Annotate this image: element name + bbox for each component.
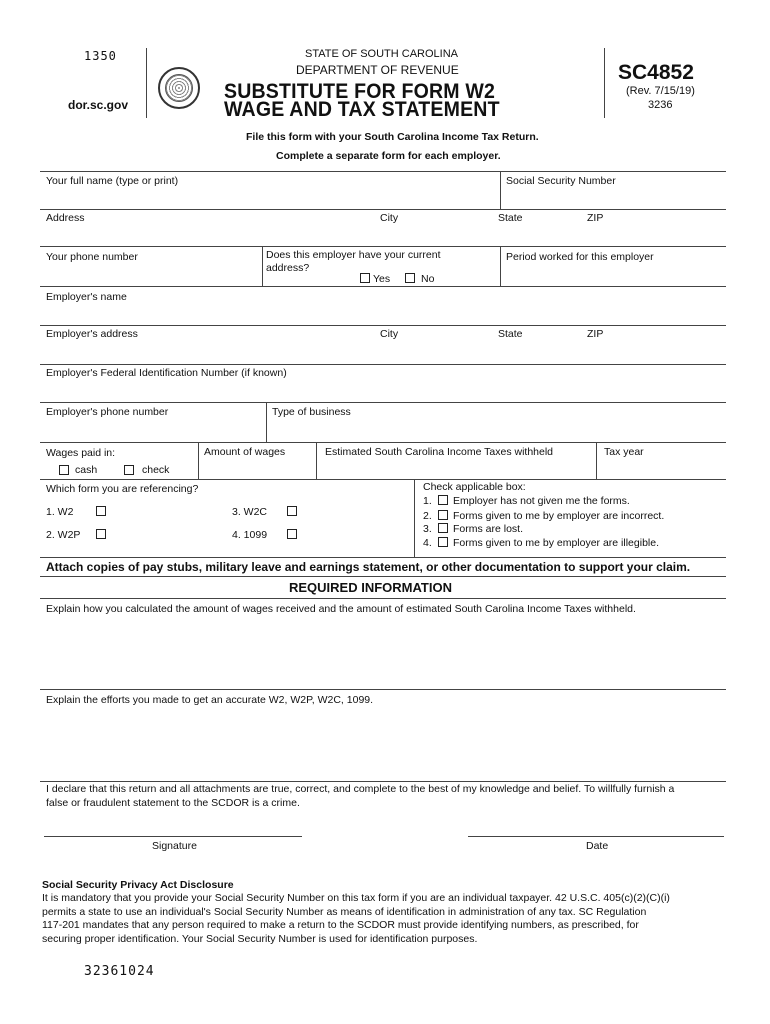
applicable-checkbox-4[interactable] [438, 537, 448, 547]
website-link[interactable]: dor.sc.gov [68, 98, 129, 112]
1099-checkbox[interactable] [287, 529, 297, 539]
check-applicable-label: Check applicable box: [423, 481, 526, 493]
which-form-label: Which form you are referencing? [46, 483, 199, 495]
form-border-top [40, 171, 726, 172]
row-line-address [40, 246, 726, 247]
signature-label: Signature [152, 840, 197, 852]
applicable-text-3: Forms are lost. [453, 523, 524, 535]
w2-checkbox[interactable] [96, 506, 106, 516]
applicable-divider [414, 479, 415, 557]
applicable-num-4: 4. [423, 537, 432, 549]
applicable-checkbox-3[interactable] [438, 523, 448, 533]
full-name-label: Your full name (type or print) [46, 175, 179, 187]
employer-city-label: City [380, 328, 399, 340]
employer-fein-label: Employer's Federal Identification Number (if known) [46, 367, 287, 379]
department-name: DEPARTMENT OF REVENUE [296, 63, 459, 77]
city-label: City [380, 212, 399, 224]
form-option-w2p: 2. W2P [46, 529, 81, 541]
business-type-label: Type of business [272, 406, 351, 418]
row-line-wages [40, 479, 726, 480]
row-line-attach [40, 576, 726, 577]
employer-address-label: Employer's address [46, 328, 138, 340]
phone-label: Your phone number [46, 251, 138, 263]
row-line-employer-address [40, 364, 726, 365]
explain-wages-label: Explain how you calculated the amount of wages received and the amount of estimated South Carolina Income Taxes withheld. [46, 603, 636, 615]
w2c-checkbox[interactable] [287, 506, 297, 516]
applicable-text-1: Employer has not given me the forms. [453, 495, 630, 507]
explain-wages-field[interactable] [40, 620, 726, 688]
no-label: No [421, 273, 435, 285]
footer-code: 32361024 [84, 964, 155, 979]
applicable-num-3: 3. [423, 523, 432, 535]
cash-checkbox[interactable] [59, 465, 69, 475]
wages-paid-in-label: Wages paid in: [46, 447, 116, 459]
amount-of-wages-label: Amount of wages [204, 446, 286, 458]
yes-label: Yes [373, 273, 391, 285]
estimated-taxes-label: Estimated South Carolina Income Taxes withheld [325, 446, 554, 458]
period-divider [500, 246, 501, 286]
row-line-fein [40, 402, 726, 403]
form-number: SC4852 [618, 61, 694, 84]
tax-year-divider [596, 442, 597, 479]
current-address-question: Does this employer have your current [266, 249, 441, 261]
form-option-w2c: 3. W2C [232, 506, 268, 518]
row-line-forms [40, 557, 726, 558]
form-code-top: 1350 [84, 49, 117, 63]
ssn-label: Social Security Number [506, 175, 616, 187]
state-label: State [498, 212, 523, 224]
row-line-name [40, 209, 726, 210]
phone-divider [262, 246, 263, 286]
declaration-line2: false or fraudulent statement to the SCDOR is a crime. [46, 797, 300, 809]
privacy-line-1: It is mandatory that you provide your Social Security Number on this tax form if you are an individual taxpayer. 42 U.S.C. 405(c)(2)(C)(i) [42, 892, 670, 904]
current-address-question-2: address? [266, 262, 310, 274]
explain-efforts-label: Explain the efforts you made to get an accurate W2, W2P, W2C, 1099. [46, 694, 374, 706]
privacy-heading: Social Security Privacy Act Disclosure [42, 879, 234, 891]
employer-name-label: Employer's name [46, 291, 127, 303]
instruction-separate: Complete a separate form for each employer. [276, 150, 501, 162]
header-divider-right [604, 48, 605, 118]
yes-checkbox[interactable] [360, 273, 370, 283]
header-divider-left [146, 48, 147, 118]
zip-label: ZIP [587, 212, 604, 224]
required-info-heading: REQUIRED INFORMATION [289, 580, 452, 595]
row-line-phone [40, 286, 726, 287]
state-name: STATE OF SOUTH CAROLINA [305, 48, 458, 60]
w2p-checkbox[interactable] [96, 529, 106, 539]
applicable-num-1: 1. [423, 495, 432, 507]
privacy-line-3: 117-201 mandates that any person required to make a return to the SCDOR must provide identifying numbers, as prescribed, for [42, 919, 639, 931]
title-line1: SUBSTITUTE FOR FORM W2 [224, 80, 495, 103]
employer-state-label: State [498, 328, 523, 340]
revision-date: (Rev. 7/15/19) [626, 85, 695, 97]
attach-notice: Attach copies of pay stubs, military leave and earnings statement, or other documentation to support your claim. [46, 560, 691, 574]
check-checkbox[interactable] [124, 465, 134, 475]
row-line-explain-wages [40, 689, 726, 690]
no-checkbox[interactable] [405, 273, 415, 283]
explain-efforts-field[interactable] [40, 710, 726, 780]
ssn-divider [500, 171, 501, 209]
row-line-explain-efforts [40, 781, 726, 782]
period-worked-label: Period worked for this employer [506, 251, 654, 263]
title-line2: WAGE AND TAX STATEMENT [224, 98, 500, 121]
form-id: 3236 [648, 99, 673, 111]
tax-year-label: Tax year [604, 446, 644, 458]
row-line-employer-name [40, 325, 726, 326]
address-label: Address [46, 212, 85, 224]
business-divider [266, 402, 267, 442]
row-line-employer-phone [40, 442, 726, 443]
form-option-w2: 1. W2 [46, 506, 74, 518]
form-option-1099: 4. 1099 [232, 529, 268, 541]
instruction-file: File this form with your South Carolina Income Tax Return. [246, 131, 539, 143]
date-label: Date [586, 840, 609, 852]
applicable-text-2: Forms given to me by employer are incorrect. [453, 510, 665, 522]
signature-line[interactable] [44, 836, 302, 837]
cash-label: cash [75, 464, 98, 476]
wages-divider [198, 442, 199, 479]
employer-zip-label: ZIP [587, 328, 604, 340]
date-line[interactable] [468, 836, 724, 837]
declaration-line1: I declare that this return and all attachments are true, correct, and complete to the best of my knowledge and belief. To willfully furnish a [46, 783, 675, 795]
check-label: check [142, 464, 170, 476]
privacy-line-2: permits a state to use an individual's Social Security Number as means of identification in administration of any tax. SC Regulation [42, 905, 647, 918]
applicable-num-2: 2. [423, 510, 432, 522]
applicable-checkbox-1[interactable] [438, 495, 448, 505]
applicable-text-4: Forms given to me by employer are illegible. [453, 537, 660, 549]
state-seal-icon [158, 67, 200, 109]
applicable-checkbox-2[interactable] [438, 510, 448, 520]
employer-phone-label: Employer's phone number [46, 406, 169, 418]
privacy-line-4: securing proper identification. Your Social Security Number is used for identification purposes. [42, 932, 478, 945]
privacy-text [42, 892, 726, 946]
taxes-divider [316, 442, 317, 479]
row-line-required [40, 598, 726, 599]
